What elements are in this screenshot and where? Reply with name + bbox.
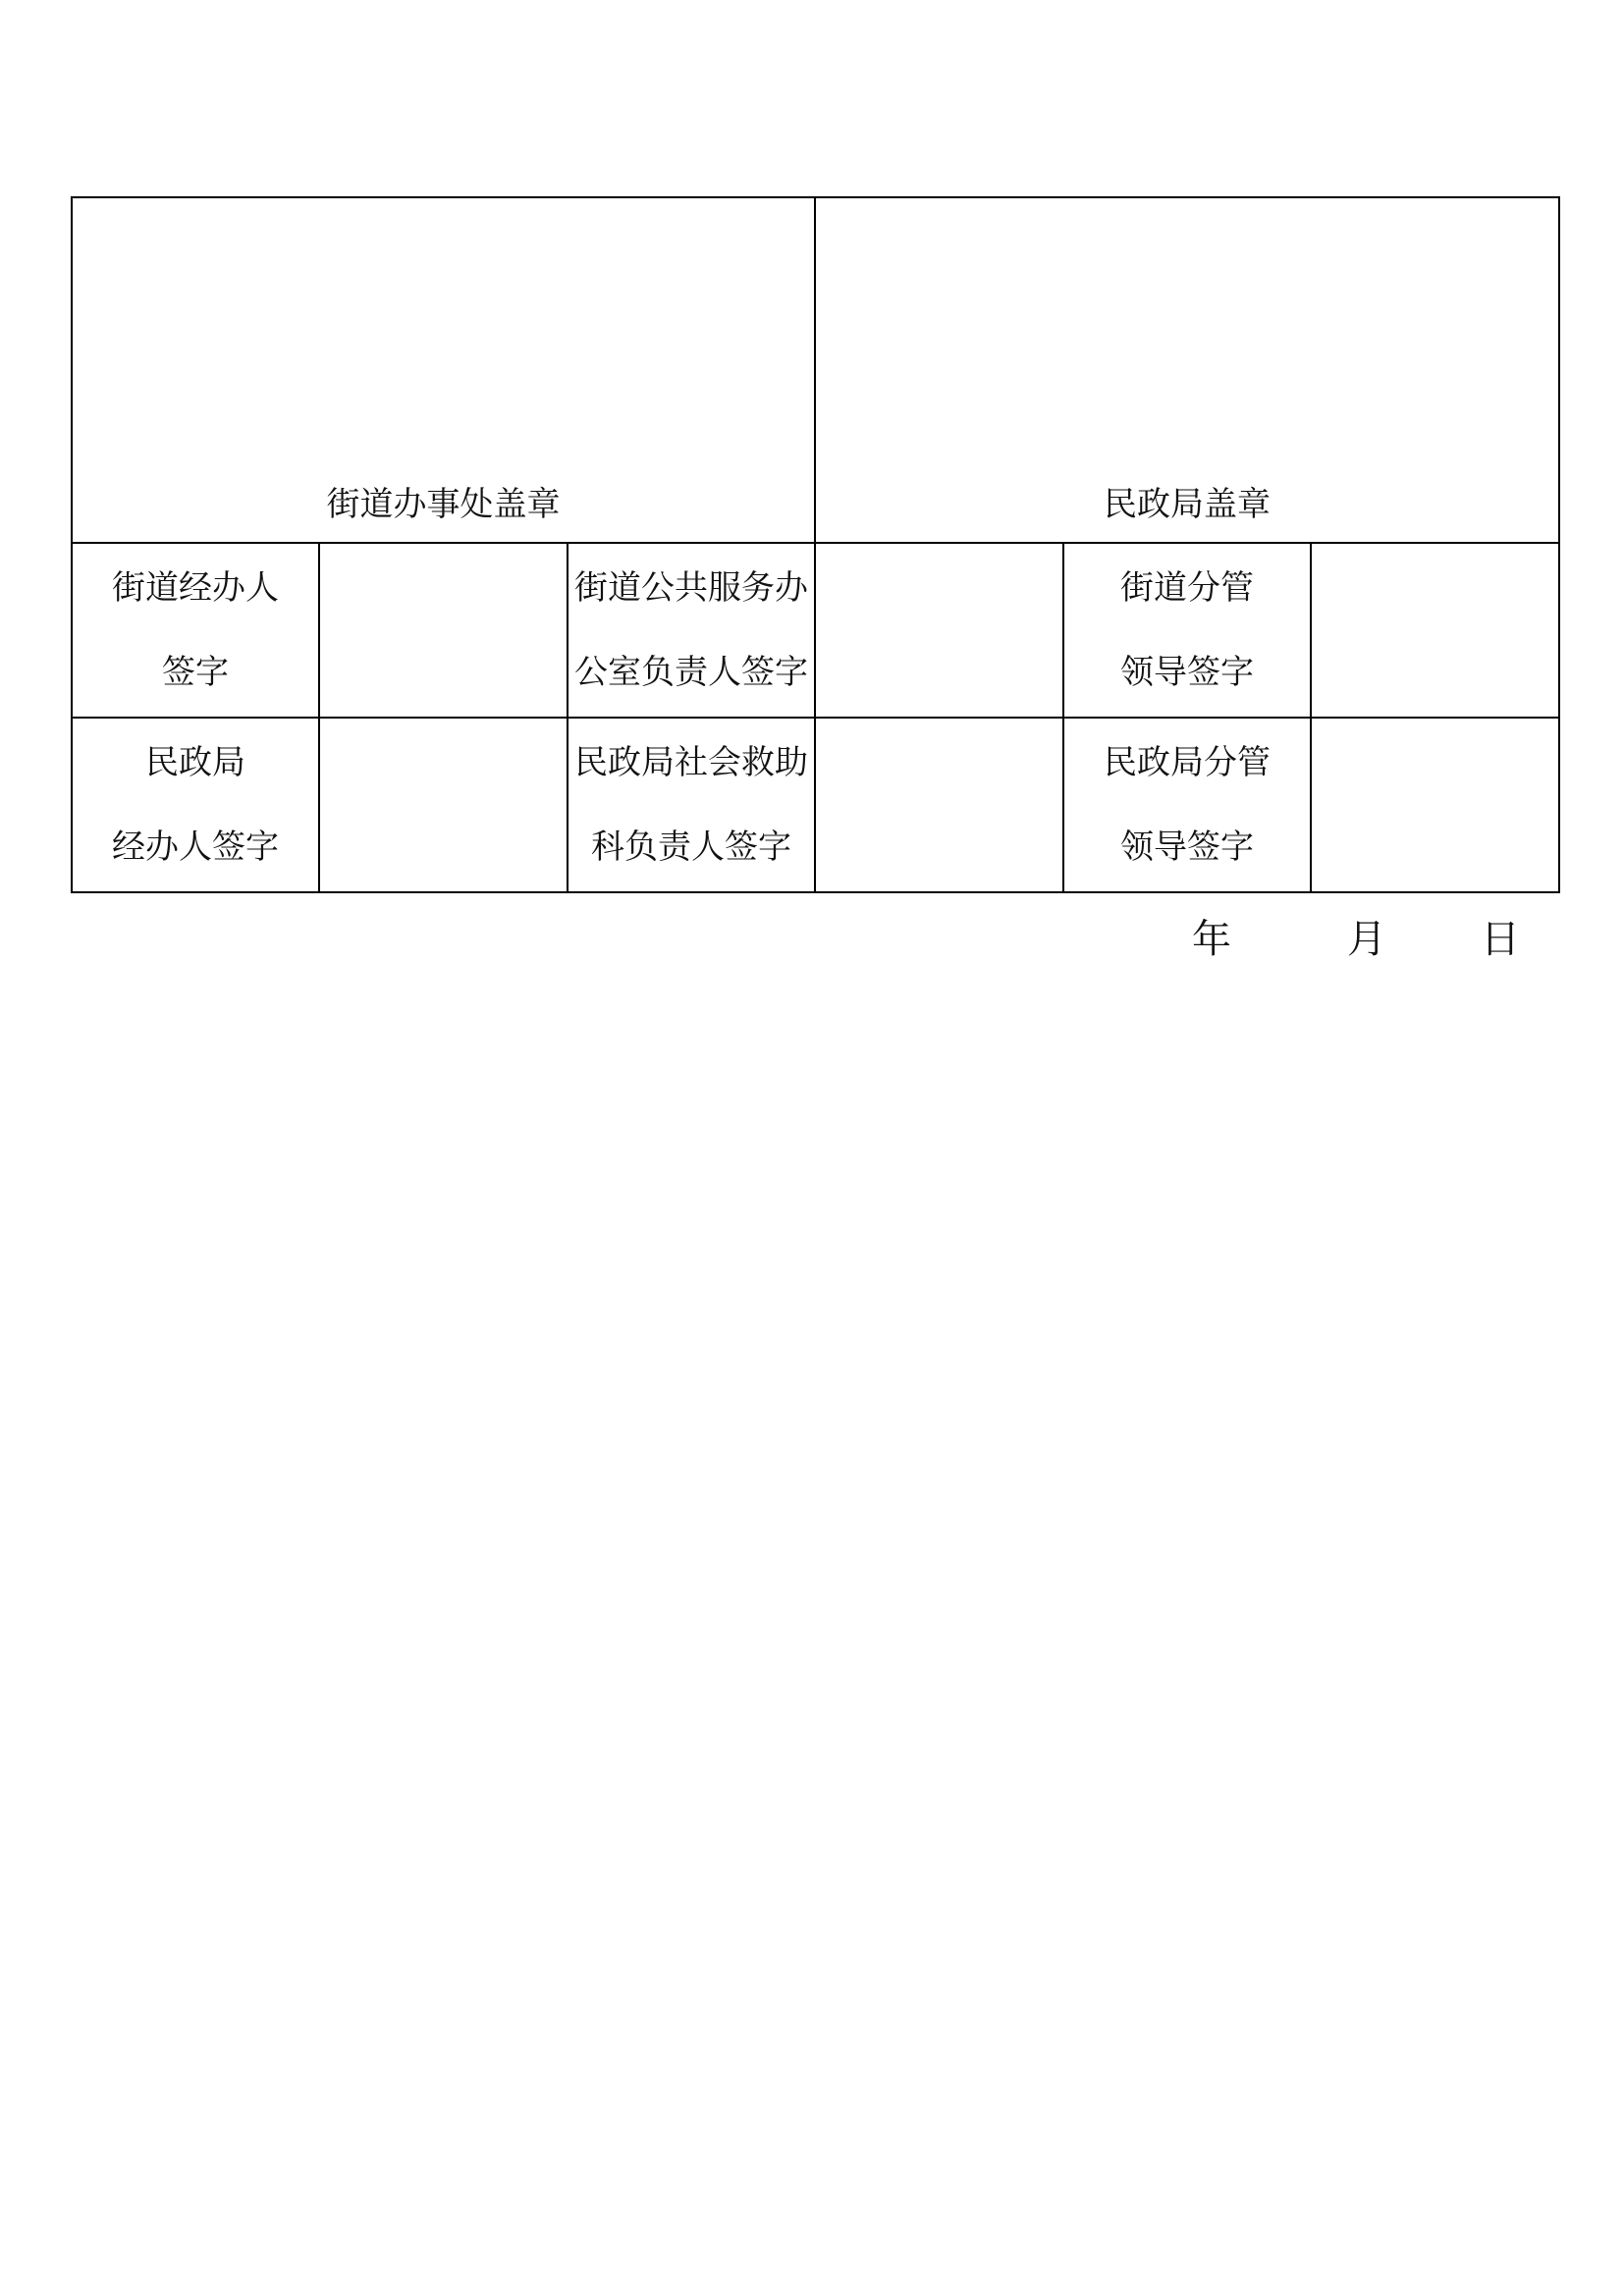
stamp-row xyxy=(72,197,1559,543)
street-handler-label: 街道经办人 签字 xyxy=(72,543,319,718)
street-office-stamp-area[interactable] xyxy=(72,197,815,543)
social-assistance-head-signature-field[interactable] xyxy=(815,718,1063,892)
street-service-office-head-signature-field[interactable] xyxy=(815,543,1063,718)
social-assistance-head-label: 民政局社会救助 科负责人签字 xyxy=(568,718,815,892)
date-month-label: 月 xyxy=(1347,917,1386,962)
civil-affairs-leader-signature-field[interactable] xyxy=(1311,718,1559,892)
date-day-label: 日 xyxy=(1481,917,1520,962)
approval-form-table xyxy=(71,196,1560,893)
civil-affairs-leader-label: 民政局分管 领导签字 xyxy=(1063,718,1311,892)
street-service-office-head-label: 街道公共服务办 公室负责人签字 xyxy=(568,543,815,718)
civil-affairs-signature-row xyxy=(72,718,1559,892)
civil-affairs-handler-label: 民政局 经办人签字 xyxy=(72,718,319,892)
street-signature-row xyxy=(72,543,1559,718)
date-year-label: 年 xyxy=(1192,917,1231,962)
street-leader-signature-field[interactable] xyxy=(1311,543,1559,718)
street-leader-label: 街道分管 领导签字 xyxy=(1063,543,1311,718)
civil-affairs-stamp-area[interactable] xyxy=(815,197,1559,543)
civil-affairs-handler-signature-field[interactable] xyxy=(319,718,568,892)
civil-affairs-stamp-label: 民政局盖章 xyxy=(1104,485,1271,524)
date-line xyxy=(1188,908,1542,967)
street-office-stamp-label: 街道办事处盖章 xyxy=(326,485,561,524)
street-handler-signature-field[interactable] xyxy=(319,543,568,718)
